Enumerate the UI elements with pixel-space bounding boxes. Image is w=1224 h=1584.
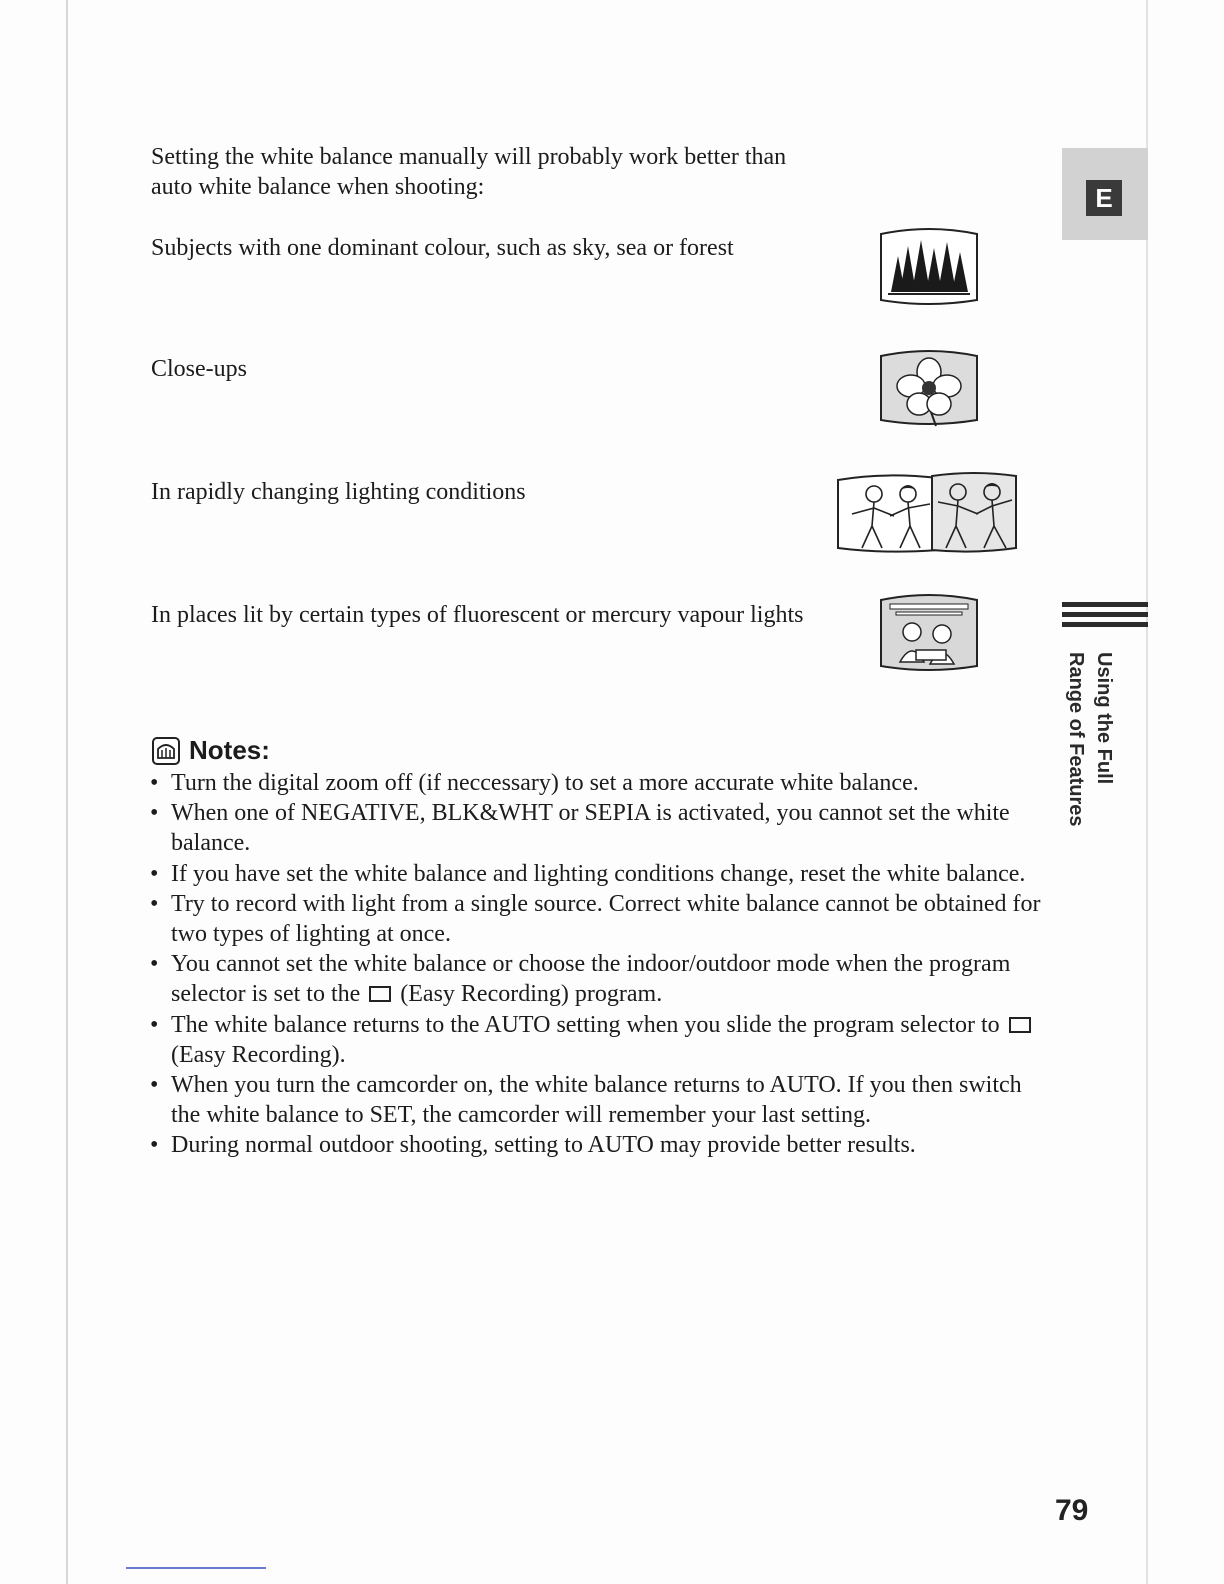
dancing-people-icon xyxy=(834,470,1020,556)
note-item: • When you turn the camcorder on, the white balance returns to AUTO. If you then switch the white balance to SET, the camcorder will remember your last setting. xyxy=(148,1070,1048,1130)
note-item xyxy=(148,949,1048,1009)
note-text: (Easy Recording). xyxy=(171,1041,346,1068)
section-tab-bars xyxy=(1062,602,1148,632)
page-number: 79 xyxy=(1055,1494,1089,1527)
note-item: • Try to record with light from a single source. Correct white balance cannot be obtained for two types of lighting at once. xyxy=(148,889,1048,949)
note-text: The white balance returns to the AUTO setting when you slide the program selector to xyxy=(171,1011,1000,1038)
note-text: You cannot set the white balance or choose the indoor/outdoor mode when the program selector is set to the xyxy=(171,951,1011,1008)
note-item: • During normal outdoor shooting, setting to AUTO may provide better results. xyxy=(148,1130,1048,1160)
case-close-ups-text: Close-ups xyxy=(151,356,247,382)
case-dominant-colour-text: Subjects with one dominant colour, such as sky, sea or forest xyxy=(151,235,734,261)
section-tab-line1: Using the Full xyxy=(1093,652,1115,785)
footer-rule xyxy=(126,1567,266,1569)
note-item: • Turn the digital zoom off (if neccessary) to set a more accurate white balance. xyxy=(148,768,1048,798)
note-text: (Easy Recording) program. xyxy=(400,981,663,1008)
forest-icon xyxy=(876,226,982,308)
notes-title: Notes: xyxy=(189,735,270,765)
note-item: • When one of NEGATIVE, BLK&WHT or SEPIA is activated, you cannot set the white balance. xyxy=(148,798,1048,858)
easy-recording-icon xyxy=(369,986,391,1002)
section-tab-label xyxy=(1058,652,1118,842)
flower-icon xyxy=(876,348,982,428)
note-item: • If you have set the white balance and lighting conditions change, reset the white balance. xyxy=(148,859,1048,889)
case-changing-light-text: In rapidly changing lighting conditions xyxy=(151,479,526,505)
intro-paragraph: Setting the white balance manually will probably work better than auto white balance when shooting: xyxy=(151,144,787,200)
notes-list xyxy=(148,768,1048,1161)
case-fluorescent-text: In places lit by certain types of fluorescent or mercury vapour lights xyxy=(151,602,804,628)
note-item xyxy=(148,1010,1048,1070)
fluorescent-room-icon xyxy=(876,592,982,674)
easy-recording-icon xyxy=(1009,1017,1031,1033)
notes-heading xyxy=(151,735,270,766)
section-tab-line2: Range of Features xyxy=(1065,652,1087,827)
notes-icon xyxy=(151,736,181,766)
language-label: E xyxy=(1086,180,1122,216)
page-scan-edge xyxy=(66,0,68,1584)
